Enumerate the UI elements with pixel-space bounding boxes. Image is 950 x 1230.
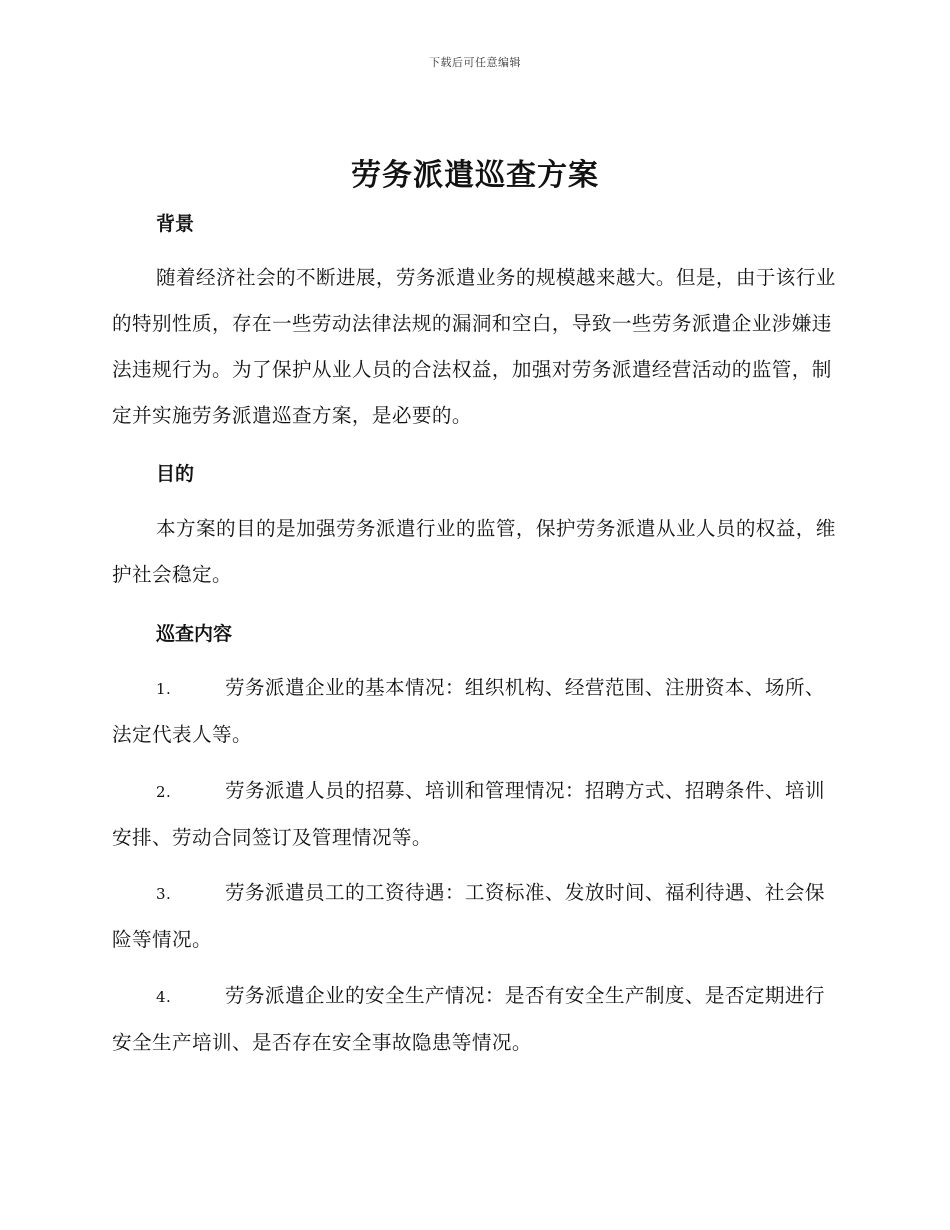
list-item-number: 3. [156, 885, 172, 903]
list-item-text: 劳务派遣员工的工资待遇：工资标准、发放时间、福利待遇、社会保险等情况。 [112, 881, 825, 951]
list-item [112, 665, 836, 758]
list-item-text: 劳务派遣人员的招募、培训和管理情况：招聘方式、招聘条件、培训安排、劳动合同签订及管理情况等。 [112, 779, 825, 849]
document-title: 劳务派遣巡查方案 [351, 158, 599, 193]
list-item-number: 1. [156, 680, 172, 698]
paragraph-purpose: 本方案的目的是加强劳务派遣行业的监管，保护劳务派遣从业人员的权益，维护社会稳定。 [112, 517, 836, 586]
paragraph-background: 随着经济社会的不断进展，劳务派遣业务的规模越来越大。但是，由于该行业的特别性质，存在一些劳动法律法规的漏洞和空白，导致一些劳务派遣企业涉嫌违法违规行为。为了保护从业人员的合法权益，加强对劳务派遣经营活动的监管，制定并实施劳务派遣巡查方案，是必要的。 [112, 266, 836, 427]
list-item [112, 870, 836, 963]
list-item-number: 2. [156, 783, 172, 801]
list-item [112, 768, 836, 861]
list-item-text: 劳务派遣企业的基本情况：组织机构、经营范围、注册资本、场所、法定代表人等。 [112, 676, 825, 746]
list-item-number: 4. [156, 988, 172, 1006]
list-item-text: 劳务派遣企业的安全生产情况：是否有安全生产制度、是否定期进行安全生产培训、是否存在安全事故隐患等情况。 [112, 984, 825, 1054]
page-header-note: 下载后可任意编辑 [429, 56, 521, 69]
section-heading-purpose: 目的 [156, 463, 195, 485]
section-heading-inspection: 巡查内容 [156, 623, 233, 645]
section-heading-background: 背景 [156, 213, 195, 235]
list-item [112, 973, 836, 1066]
